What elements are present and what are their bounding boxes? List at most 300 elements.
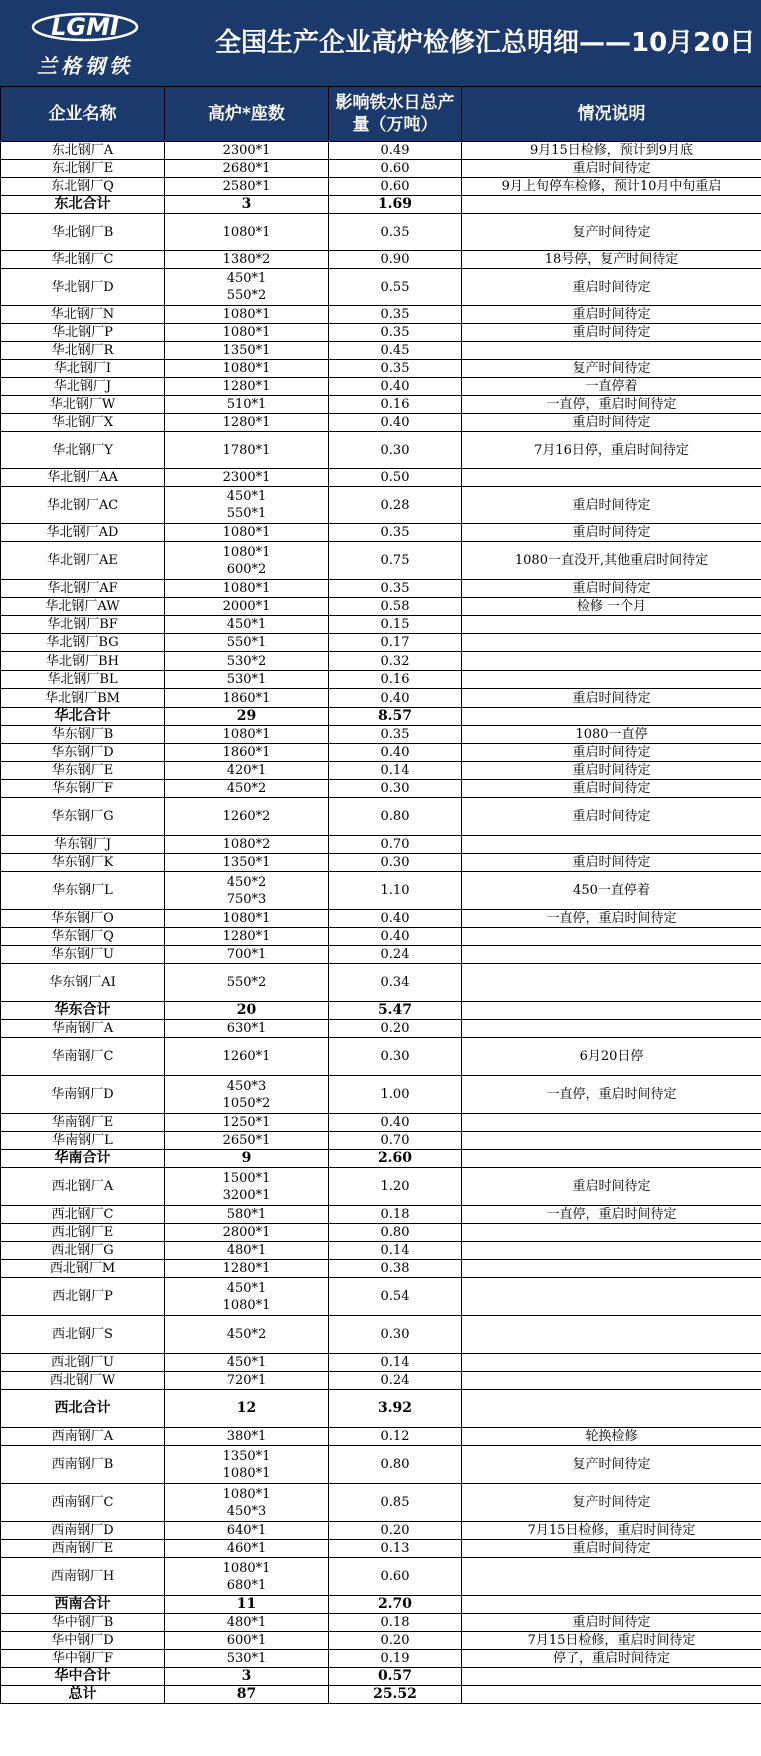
cell-notes: 一直停，重启时间待定	[462, 910, 761, 928]
table-row	[1, 872, 761, 910]
table-row	[1, 178, 761, 196]
cell-furnace-count: 1280*1	[165, 378, 329, 396]
cell-company-name: 华北钢厂BF	[1, 616, 165, 634]
cell-furnace-count: 1080*2	[165, 836, 329, 854]
cell-daily-output: 0.14	[329, 1354, 462, 1372]
cell-company-name: 华北钢厂B	[1, 214, 165, 251]
cell-daily-output: 0.15	[329, 616, 462, 634]
cell-notes: 重启时间待定	[462, 524, 761, 542]
table-row	[1, 689, 761, 708]
cell-daily-output: 0.58	[329, 598, 462, 616]
table-row	[1, 1446, 761, 1484]
cell-furnace-count: 2800*1	[165, 1224, 329, 1242]
table-row	[1, 306, 761, 324]
table-row	[1, 726, 761, 744]
table-row	[1, 1632, 761, 1650]
cell-furnace-count: 1080*1	[165, 910, 329, 928]
cell-furnace-count: 580*1	[165, 1206, 329, 1224]
cell-daily-output: 2.70	[329, 1596, 462, 1614]
cell-company-name: 东北钢厂A	[1, 142, 165, 160]
cell-notes: 重启时间待定	[462, 689, 761, 708]
cell-notes	[462, 196, 761, 214]
cell-daily-output: 3.92	[329, 1390, 462, 1428]
cell-notes	[462, 1260, 761, 1278]
cell-company-name: 华南钢厂E	[1, 1114, 165, 1132]
cell-furnace-count: 1350*1	[165, 342, 329, 360]
cell-daily-output: 0.85	[329, 1484, 462, 1522]
table-row	[1, 1614, 761, 1632]
cell-daily-output: 0.80	[329, 1446, 462, 1484]
cell-company-name: 西南合计	[1, 1596, 165, 1614]
cell-daily-output: 0.45	[329, 342, 462, 360]
cell-furnace-count: 1350*1 1080*1	[165, 1446, 329, 1484]
cell-furnace-count: 1780*1	[165, 432, 329, 469]
cell-daily-output: 0.54	[329, 1278, 462, 1316]
cell-notes	[462, 1354, 761, 1372]
cell-furnace-count: 9	[165, 1150, 329, 1168]
table-row	[1, 652, 761, 671]
cell-notes	[462, 1114, 761, 1132]
column-header-furnace-count: 高炉*座数	[165, 87, 329, 142]
cell-furnace-count: 1080*1	[165, 306, 329, 324]
cell-company-name: 西北钢厂E	[1, 1224, 165, 1242]
cell-daily-output: 0.40	[329, 1114, 462, 1132]
cell-notes	[462, 1150, 761, 1168]
table-row	[1, 251, 761, 269]
cell-furnace-count: 510*1	[165, 396, 329, 414]
cell-furnace-count: 1080*1	[165, 580, 329, 598]
table-row	[1, 836, 761, 854]
table-row	[1, 396, 761, 414]
cell-notes: 复产时间待定	[462, 1484, 761, 1522]
cell-daily-output: 0.40	[329, 928, 462, 946]
cell-company-name: 华南钢厂L	[1, 1132, 165, 1150]
cell-furnace-count: 1080*1	[165, 360, 329, 378]
cell-notes: 重启时间待定	[462, 798, 761, 836]
cell-notes: 重启时间待定	[462, 324, 761, 342]
cell-daily-output: 0.40	[329, 378, 462, 396]
cell-daily-output: 0.70	[329, 836, 462, 854]
cell-daily-output: 0.75	[329, 542, 462, 580]
table-row	[1, 160, 761, 178]
cell-furnace-count: 450*1	[165, 1354, 329, 1372]
cell-furnace-count: 450*1 550*1	[165, 487, 329, 524]
cell-notes: 检修 一个月	[462, 598, 761, 616]
cell-daily-output: 0.35	[329, 214, 462, 251]
cell-furnace-count: 2650*1	[165, 1132, 329, 1150]
cell-daily-output: 0.16	[329, 396, 462, 414]
cell-daily-output: 0.60	[329, 1558, 462, 1596]
cell-company-name: 西南钢厂H	[1, 1558, 165, 1596]
cell-notes: 9月15日检修，预计到9月底	[462, 142, 761, 160]
cell-daily-output: 0.12	[329, 1428, 462, 1446]
cell-daily-output: 0.35	[329, 306, 462, 324]
cell-daily-output: 0.20	[329, 1020, 462, 1038]
blast-furnace-table	[0, 86, 761, 1704]
cell-furnace-count: 1250*1	[165, 1114, 329, 1132]
subtotal-row	[1, 1150, 761, 1168]
cell-daily-output: 0.17	[329, 634, 462, 652]
cell-daily-output: 0.14	[329, 762, 462, 780]
table-row	[1, 1522, 761, 1540]
cell-company-name: 西南钢厂A	[1, 1428, 165, 1446]
cell-furnace-count: 1080*1	[165, 524, 329, 542]
cell-daily-output: 0.18	[329, 1614, 462, 1632]
cell-furnace-count: 11	[165, 1596, 329, 1614]
table-row	[1, 1224, 761, 1242]
cell-notes	[462, 1020, 761, 1038]
table-row	[1, 378, 761, 396]
cell-notes	[462, 1278, 761, 1316]
cell-company-name: 西北钢厂M	[1, 1260, 165, 1278]
cell-company-name: 华东钢厂Q	[1, 928, 165, 946]
cell-daily-output: 0.40	[329, 910, 462, 928]
cell-furnace-count: 2300*1	[165, 469, 329, 487]
table-row	[1, 1038, 761, 1076]
cell-company-name: 西北合计	[1, 1390, 165, 1428]
cell-daily-output: 5.47	[329, 1002, 462, 1020]
cell-company-name: 华南合计	[1, 1150, 165, 1168]
cell-daily-output: 1.00	[329, 1076, 462, 1114]
column-header-daily-output: 影响铁水日总产 量（万吨）	[329, 87, 462, 142]
cell-daily-output: 0.60	[329, 178, 462, 196]
cell-notes: 18号停，复产时间待定	[462, 251, 761, 269]
lgmi-logo-icon	[30, 10, 140, 44]
cell-daily-output: 1.20	[329, 1168, 462, 1206]
table-row	[1, 744, 761, 762]
cell-company-name: 华北钢厂BG	[1, 634, 165, 652]
cell-daily-output: 0.35	[329, 324, 462, 342]
table-row	[1, 1076, 761, 1114]
cell-notes: 重启时间待定	[462, 414, 761, 432]
cell-notes: 复产时间待定	[462, 360, 761, 378]
table-row	[1, 1316, 761, 1354]
cell-notes: 重启时间待定	[462, 580, 761, 598]
cell-daily-output: 0.20	[329, 1632, 462, 1650]
cell-notes	[462, 1558, 761, 1596]
cell-company-name: 总计	[1, 1686, 165, 1704]
cell-company-name: 华北钢厂J	[1, 378, 165, 396]
cell-daily-output: 0.30	[329, 1316, 462, 1354]
cell-notes	[462, 634, 761, 652]
cell-notes	[462, 652, 761, 671]
cell-notes: 7月16日停，重启时间待定	[462, 432, 761, 469]
cell-company-name: 华中合计	[1, 1668, 165, 1686]
cell-company-name: 华东钢厂J	[1, 836, 165, 854]
cell-furnace-count: 450*2 750*3	[165, 872, 329, 910]
page-title: 全国生产企业高炉检修汇总明细——10月20日	[215, 28, 756, 58]
cell-company-name: 华北钢厂AE	[1, 542, 165, 580]
cell-daily-output: 0.35	[329, 580, 462, 598]
cell-furnace-count: 2300*1	[165, 142, 329, 160]
cell-company-name: 华东合计	[1, 1002, 165, 1020]
cell-company-name: 华东钢厂G	[1, 798, 165, 836]
table-row	[1, 616, 761, 634]
cell-daily-output: 0.24	[329, 1372, 462, 1390]
table-row	[1, 1650, 761, 1668]
cell-furnace-count: 2000*1	[165, 598, 329, 616]
cell-notes	[462, 1596, 761, 1614]
cell-company-name: 西北钢厂S	[1, 1316, 165, 1354]
table-row	[1, 634, 761, 652]
table-row	[1, 324, 761, 342]
cell-notes: 一直停，重启时间待定	[462, 1076, 761, 1114]
cell-notes	[462, 1390, 761, 1428]
cell-notes	[462, 1224, 761, 1242]
cell-company-name: 华北钢厂AD	[1, 524, 165, 542]
cell-furnace-count: 1260*1	[165, 1038, 329, 1076]
cell-furnace-count: 450*3 1050*2	[165, 1076, 329, 1114]
cell-notes: 重启时间待定	[462, 762, 761, 780]
cell-daily-output: 0.49	[329, 142, 462, 160]
table-row	[1, 269, 761, 306]
cell-furnace-count: 1080*1 600*2	[165, 542, 329, 580]
report-header	[0, 0, 761, 86]
cell-company-name: 华北钢厂BL	[1, 671, 165, 689]
table-row	[1, 1242, 761, 1260]
cell-company-name: 华东钢厂O	[1, 910, 165, 928]
cell-notes	[462, 342, 761, 360]
cell-notes: 450一直停着	[462, 872, 761, 910]
cell-daily-output: 1.10	[329, 872, 462, 910]
cell-company-name: 东北合计	[1, 196, 165, 214]
cell-notes: 重启时间待定	[462, 854, 761, 872]
table-row	[1, 946, 761, 964]
cell-daily-output: 0.30	[329, 780, 462, 798]
cell-daily-output: 0.38	[329, 1260, 462, 1278]
cell-daily-output: 8.57	[329, 708, 462, 726]
cell-notes	[462, 708, 761, 726]
cell-furnace-count: 640*1	[165, 1522, 329, 1540]
cell-company-name: 东北钢厂E	[1, 160, 165, 178]
cell-company-name: 华中钢厂F	[1, 1650, 165, 1668]
cell-daily-output: 0.55	[329, 269, 462, 306]
subtotal-row	[1, 1596, 761, 1614]
cell-notes	[462, 928, 761, 946]
cell-furnace-count: 450*1 1080*1	[165, 1278, 329, 1316]
cell-company-name: 华北钢厂AA	[1, 469, 165, 487]
cell-furnace-count: 1080*1 680*1	[165, 1558, 329, 1596]
cell-furnace-count: 1080*1	[165, 214, 329, 251]
table-row	[1, 1278, 761, 1316]
subtotal-row	[1, 1002, 761, 1020]
cell-daily-output: 0.50	[329, 469, 462, 487]
table-row	[1, 487, 761, 524]
cell-company-name: 华中钢厂B	[1, 1614, 165, 1632]
cell-furnace-count: 550*2	[165, 964, 329, 1002]
cell-notes: 7月15日检修，重启时间待定	[462, 1522, 761, 1540]
cell-company-name: 华南钢厂C	[1, 1038, 165, 1076]
cell-company-name: 华北钢厂D	[1, 269, 165, 306]
cell-daily-output: 0.19	[329, 1650, 462, 1668]
subtotal-row	[1, 708, 761, 726]
logo-chinese-name: 兰格钢铁	[37, 54, 133, 78]
cell-company-name: 华东钢厂U	[1, 946, 165, 964]
cell-daily-output: 0.35	[329, 726, 462, 744]
cell-furnace-count: 1380*2	[165, 251, 329, 269]
table-row	[1, 1428, 761, 1446]
cell-notes: 7月15日检修，重启时间待定	[462, 1632, 761, 1650]
cell-notes: 重启时间待定	[462, 487, 761, 524]
cell-furnace-count: 600*1	[165, 1632, 329, 1650]
cell-daily-output: 0.90	[329, 251, 462, 269]
cell-company-name: 华东钢厂F	[1, 780, 165, 798]
table-row	[1, 469, 761, 487]
cell-furnace-count: 450*2	[165, 780, 329, 798]
cell-furnace-count: 420*1	[165, 762, 329, 780]
cell-notes: 一直停，重启时间待定	[462, 396, 761, 414]
cell-furnace-count: 1860*1	[165, 689, 329, 708]
table-row	[1, 1260, 761, 1278]
table-row	[1, 580, 761, 598]
cell-company-name: 华北钢厂AC	[1, 487, 165, 524]
cell-company-name: 华北钢厂N	[1, 306, 165, 324]
table-row	[1, 780, 761, 798]
cell-furnace-count: 530*2	[165, 652, 329, 671]
table-row	[1, 142, 761, 160]
cell-notes: 复产时间待定	[462, 1446, 761, 1484]
table-row	[1, 432, 761, 469]
cell-furnace-count: 1280*1	[165, 414, 329, 432]
cell-furnace-count: 1080*1 450*3	[165, 1484, 329, 1522]
cell-company-name: 华东钢厂AI	[1, 964, 165, 1002]
cell-company-name: 华北钢厂W	[1, 396, 165, 414]
cell-company-name: 华北钢厂Y	[1, 432, 165, 469]
cell-furnace-count: 700*1	[165, 946, 329, 964]
cell-notes: 一直停，重启时间待定	[462, 1206, 761, 1224]
cell-daily-output: 0.40	[329, 689, 462, 708]
table-row	[1, 214, 761, 251]
cell-company-name: 西南钢厂E	[1, 1540, 165, 1558]
svg-text:LGMI: LGMI	[51, 13, 119, 41]
cell-furnace-count: 1860*1	[165, 744, 329, 762]
cell-company-name: 华北钢厂AF	[1, 580, 165, 598]
cell-company-name: 华北钢厂BH	[1, 652, 165, 671]
cell-daily-output: 0.60	[329, 160, 462, 178]
cell-company-name: 西南钢厂C	[1, 1484, 165, 1522]
cell-furnace-count: 450*1 550*2	[165, 269, 329, 306]
cell-furnace-count: 480*1	[165, 1242, 329, 1260]
cell-company-name: 华北钢厂I	[1, 360, 165, 378]
table-row	[1, 671, 761, 689]
cell-notes	[462, 1316, 761, 1354]
table-row	[1, 542, 761, 580]
cell-company-name: 西北钢厂W	[1, 1372, 165, 1390]
cell-notes: 停了，重启时间待定	[462, 1650, 761, 1668]
cell-notes	[462, 1242, 761, 1260]
cell-furnace-count: 1350*1	[165, 854, 329, 872]
cell-daily-output: 0.40	[329, 744, 462, 762]
cell-furnace-count: 1500*1 3200*1	[165, 1168, 329, 1206]
cell-notes	[462, 964, 761, 1002]
cell-company-name: 华东钢厂E	[1, 762, 165, 780]
cell-notes: 重启时间待定	[462, 744, 761, 762]
cell-daily-output: 2.60	[329, 1150, 462, 1168]
cell-furnace-count: 3	[165, 196, 329, 214]
table-row	[1, 1372, 761, 1390]
cell-daily-output: 0.35	[329, 524, 462, 542]
cell-furnace-count: 450*2	[165, 1316, 329, 1354]
table-row	[1, 1020, 761, 1038]
cell-daily-output: 0.40	[329, 414, 462, 432]
cell-furnace-count: 550*1	[165, 634, 329, 652]
cell-notes	[462, 1132, 761, 1150]
cell-daily-output: 0.30	[329, 854, 462, 872]
cell-company-name: 华东钢厂D	[1, 744, 165, 762]
cell-notes: 1080一直没开,其他重启时间待定	[462, 542, 761, 580]
subtotal-row	[1, 1686, 761, 1704]
cell-notes	[462, 836, 761, 854]
cell-notes: 重启时间待定	[462, 1540, 761, 1558]
cell-company-name: 西北钢厂C	[1, 1206, 165, 1224]
cell-notes	[462, 946, 761, 964]
cell-furnace-count: 3	[165, 1668, 329, 1686]
cell-notes	[462, 1372, 761, 1390]
cell-notes: 6月20日停	[462, 1038, 761, 1076]
table-row	[1, 360, 761, 378]
cell-company-name: 西北钢厂P	[1, 1278, 165, 1316]
cell-company-name: 华南钢厂A	[1, 1020, 165, 1038]
table-row	[1, 798, 761, 836]
cell-notes: 9月上旬停车检修，预计10月中旬重启	[462, 178, 761, 196]
cell-notes	[462, 1686, 761, 1704]
cell-notes	[462, 671, 761, 689]
cell-furnace-count: 20	[165, 1002, 329, 1020]
cell-company-name: 西北钢厂A	[1, 1168, 165, 1206]
cell-notes: 轮换检修	[462, 1428, 761, 1446]
cell-company-name: 华东钢厂B	[1, 726, 165, 744]
cell-daily-output: 0.30	[329, 1038, 462, 1076]
cell-daily-output: 1.69	[329, 196, 462, 214]
cell-furnace-count: 480*1	[165, 1614, 329, 1632]
cell-notes: 重启时间待定	[462, 1614, 761, 1632]
subtotal-row	[1, 196, 761, 214]
subtotal-row	[1, 1390, 761, 1428]
table-body	[1, 142, 761, 1704]
cell-daily-output: 0.14	[329, 1242, 462, 1260]
cell-daily-output: 0.20	[329, 1522, 462, 1540]
cell-company-name: 东北钢厂Q	[1, 178, 165, 196]
cell-notes: 复产时间待定	[462, 214, 761, 251]
cell-daily-output: 25.52	[329, 1686, 462, 1704]
cell-furnace-count: 2680*1	[165, 160, 329, 178]
cell-company-name: 华中钢厂D	[1, 1632, 165, 1650]
cell-daily-output: 0.35	[329, 360, 462, 378]
cell-daily-output: 0.24	[329, 946, 462, 964]
cell-furnace-count: 1260*2	[165, 798, 329, 836]
cell-daily-output: 0.28	[329, 487, 462, 524]
table-row	[1, 910, 761, 928]
cell-notes: 重启时间待定	[462, 780, 761, 798]
cell-notes	[462, 469, 761, 487]
cell-notes: 重启时间待定	[462, 269, 761, 306]
table-row	[1, 342, 761, 360]
cell-furnace-count: 12	[165, 1390, 329, 1428]
cell-furnace-count: 1280*1	[165, 928, 329, 946]
table-row	[1, 762, 761, 780]
cell-notes: 重启时间待定	[462, 160, 761, 178]
cell-daily-output: 0.57	[329, 1668, 462, 1686]
cell-furnace-count: 380*1	[165, 1428, 329, 1446]
cell-furnace-count: 1080*1	[165, 726, 329, 744]
table-row	[1, 1168, 761, 1206]
cell-daily-output: 0.30	[329, 432, 462, 469]
cell-company-name: 华北钢厂R	[1, 342, 165, 360]
cell-daily-output: 0.16	[329, 671, 462, 689]
cell-company-name: 西南钢厂B	[1, 1446, 165, 1484]
cell-company-name: 华东钢厂L	[1, 872, 165, 910]
cell-daily-output: 0.32	[329, 652, 462, 671]
